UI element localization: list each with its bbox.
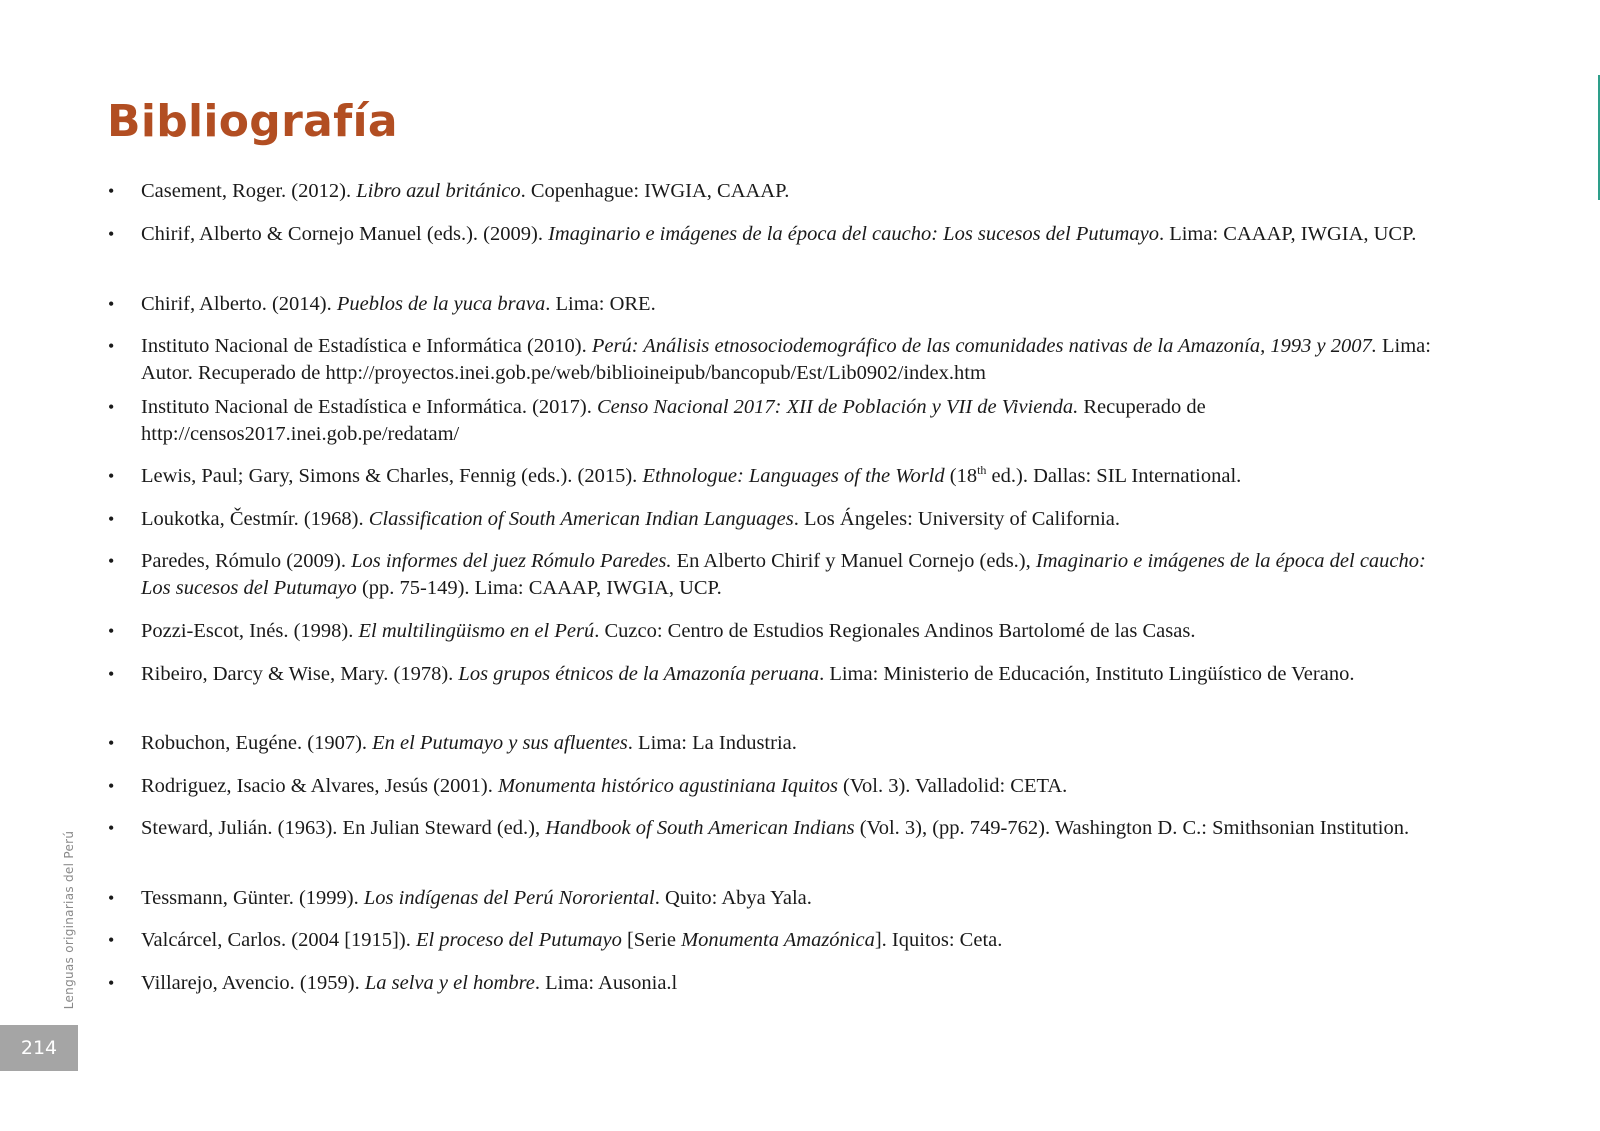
entry-publication: (Vol. 3). Valladolid: CETA. (837, 775, 1068, 797)
bibliography-entry-villarejo (141, 970, 1431, 997)
entry-author-year: Steward, Julián. (1963). En Julian Steward (ed.), (141, 817, 546, 839)
entry-publication: . Lima: CAAAP, IWGIA, UCP. (1158, 223, 1417, 245)
entry-author-year: Villarejo, Avencio. (1959). (141, 972, 365, 994)
bibliography-entry-chirif-2014 (141, 291, 1431, 318)
entry-author-year: Instituto Nacional de Estadística e Informática (2010). (141, 335, 592, 357)
entry-publication: ]. Iquitos: Ceta. (874, 929, 1003, 951)
entry-author-year: Robuchon, Eugéne. (1907). (141, 732, 373, 754)
entry-title: El proceso del Putumayo (415, 929, 622, 951)
entry-title: Classification of South American Indian Languages (368, 508, 794, 530)
entry-book-title: Imaginario e imágenes de la época del caucho: Los sucesos del Putumayo (141, 550, 1426, 599)
entry-publication: . Lima: La Industria. (627, 732, 797, 754)
entry-author-year: Paredes, Rómulo (2009). (141, 550, 352, 572)
running-footer-book-title: Lenguas originarias del Perú (62, 830, 76, 1010)
entry-publication: Lima: Autor. Recuperado de http://proyectos.inei.gob.pe/web/biblioineipub/bancopub/Est/Lib0902/index.htm (141, 335, 1431, 384)
entry-title: Perú: Análisis etnosociodemográfico de las comunidades nativas de la Amazonía, 1993 y 2007. (591, 335, 1377, 357)
entry-author-year: Chirif, Alberto. (2014). (141, 293, 337, 315)
entry-title: Censo Nacional 2017: XII de Población y VII de Vivienda. (596, 396, 1079, 418)
entry-title: Los informes del juez Rómulo Paredes. (351, 550, 672, 572)
bibliography-entry-robuchon (141, 730, 1431, 757)
bibliography-entry-inei-2017 (141, 394, 1431, 448)
entry-title: Los grupos étnicos de la Amazonía peruana (458, 663, 820, 685)
entry-publication: . Los Ángeles: University of California. (793, 508, 1120, 530)
entry-title: Ethnologue: Languages of the World (642, 465, 945, 487)
entry-author-year: Pozzi-Escot, Inés. (1998). (141, 620, 359, 642)
entry-author-year: Valcárcel, Carlos. (2004 [1915]). (141, 929, 416, 951)
entry-author-year: Lewis, Paul; Gary, Simons & Charles, Fennig (eds.). (2015). (141, 465, 643, 487)
bibliography-entry-inei-2010 (141, 333, 1431, 387)
entry-publication: . Cuzco: Centro de Estudios Regionales Andinos Bartolomé de las Casas. (594, 620, 1196, 642)
entry-title: La selva y el hombre (364, 972, 535, 994)
entry-author-year: Loukotka, Čestmír. (1968). (141, 508, 369, 530)
bibliography-entry-chirif-cornejo (141, 221, 1431, 248)
entry-publication: (pp. 75-149). Lima: CAAAP, IWGIA, UCP. (356, 577, 722, 599)
entry-publication: . Lima: Ausonia.l (534, 972, 678, 994)
entry-editors: En Alberto Chirif y Manuel Cornejo (eds.), (671, 550, 1036, 572)
entry-publication: . Lima: Ministerio de Educación, Instituto Lingüístico de Verano. (819, 663, 1355, 685)
entry-series-title: Monumenta Amazónica (681, 929, 875, 951)
bibliography-entry-ribeiro (141, 661, 1431, 688)
entry-publication: (Vol. 3), (pp. 749-762). Washington D. C.: Smithsonian Institution. (854, 817, 1410, 839)
bibliography-entry-tessmann (141, 885, 1431, 912)
entry-title: Monumenta histórico agustiniana Iquitos (497, 775, 838, 797)
bibliography-entry-pozzi-escot (141, 618, 1431, 645)
entry-title: En el Putumayo y sus afluentes (372, 732, 628, 754)
bibliography-entry-steward (141, 815, 1431, 842)
entry-title: Los indígenas del Perú Nororiental (363, 887, 655, 909)
entry-title: Pueblos de la yuca brava (336, 293, 546, 315)
entry-author-year: Chirif, Alberto & Cornejo Manuel (eds.). (2009). (141, 223, 549, 245)
page-number: 214 (0, 1025, 78, 1071)
edition-ordinal-suffix: th (977, 463, 987, 478)
bibliography-entry-loukotka (141, 506, 1431, 533)
entry-publication: Recuperado de http://censos2017.inei.gob.pe/redatam/ (141, 396, 1206, 445)
entry-publication: . Copenhague: IWGIA, CAAAP. (520, 180, 790, 202)
bibliography-entry-lewis (141, 463, 1431, 490)
entry-series-open: [Serie (621, 929, 682, 951)
bibliography-entry-rodriguez (141, 773, 1431, 800)
entry-title: El multilingüismo en el Perú (358, 620, 595, 642)
bibliography-entry-valcarcel (141, 927, 1431, 954)
entry-author-year: Instituto Nacional de Estadística e Informática. (2017). (141, 396, 597, 418)
bibliography-entry-casement (141, 178, 1431, 205)
entry-title: Libro azul británico (356, 180, 521, 202)
entry-author-year: Casement, Roger. (2012). (141, 180, 357, 202)
entry-author-year: Rodriguez, Isacio & Alvares, Jesús (2001). (141, 775, 498, 797)
entry-publication: . Quito: Abya Yala. (654, 887, 812, 909)
entry-title: Handbook of South American Indians (545, 817, 855, 839)
entry-publication: ed.). Dallas: SIL International. (986, 465, 1242, 487)
entry-author-year: Tessmann, Günter. (1999). (141, 887, 364, 909)
entry-edition: (18 (944, 465, 978, 487)
entry-title: Imaginario e imágenes de la época del caucho: Los sucesos del Putumayo (548, 223, 1159, 245)
entry-publication: . Lima: ORE. (545, 293, 656, 315)
page-title: Bibliografía (107, 96, 398, 147)
entry-author-year: Ribeiro, Darcy & Wise, Mary. (1978). (141, 663, 459, 685)
bibliography-entry-paredes (141, 548, 1431, 602)
